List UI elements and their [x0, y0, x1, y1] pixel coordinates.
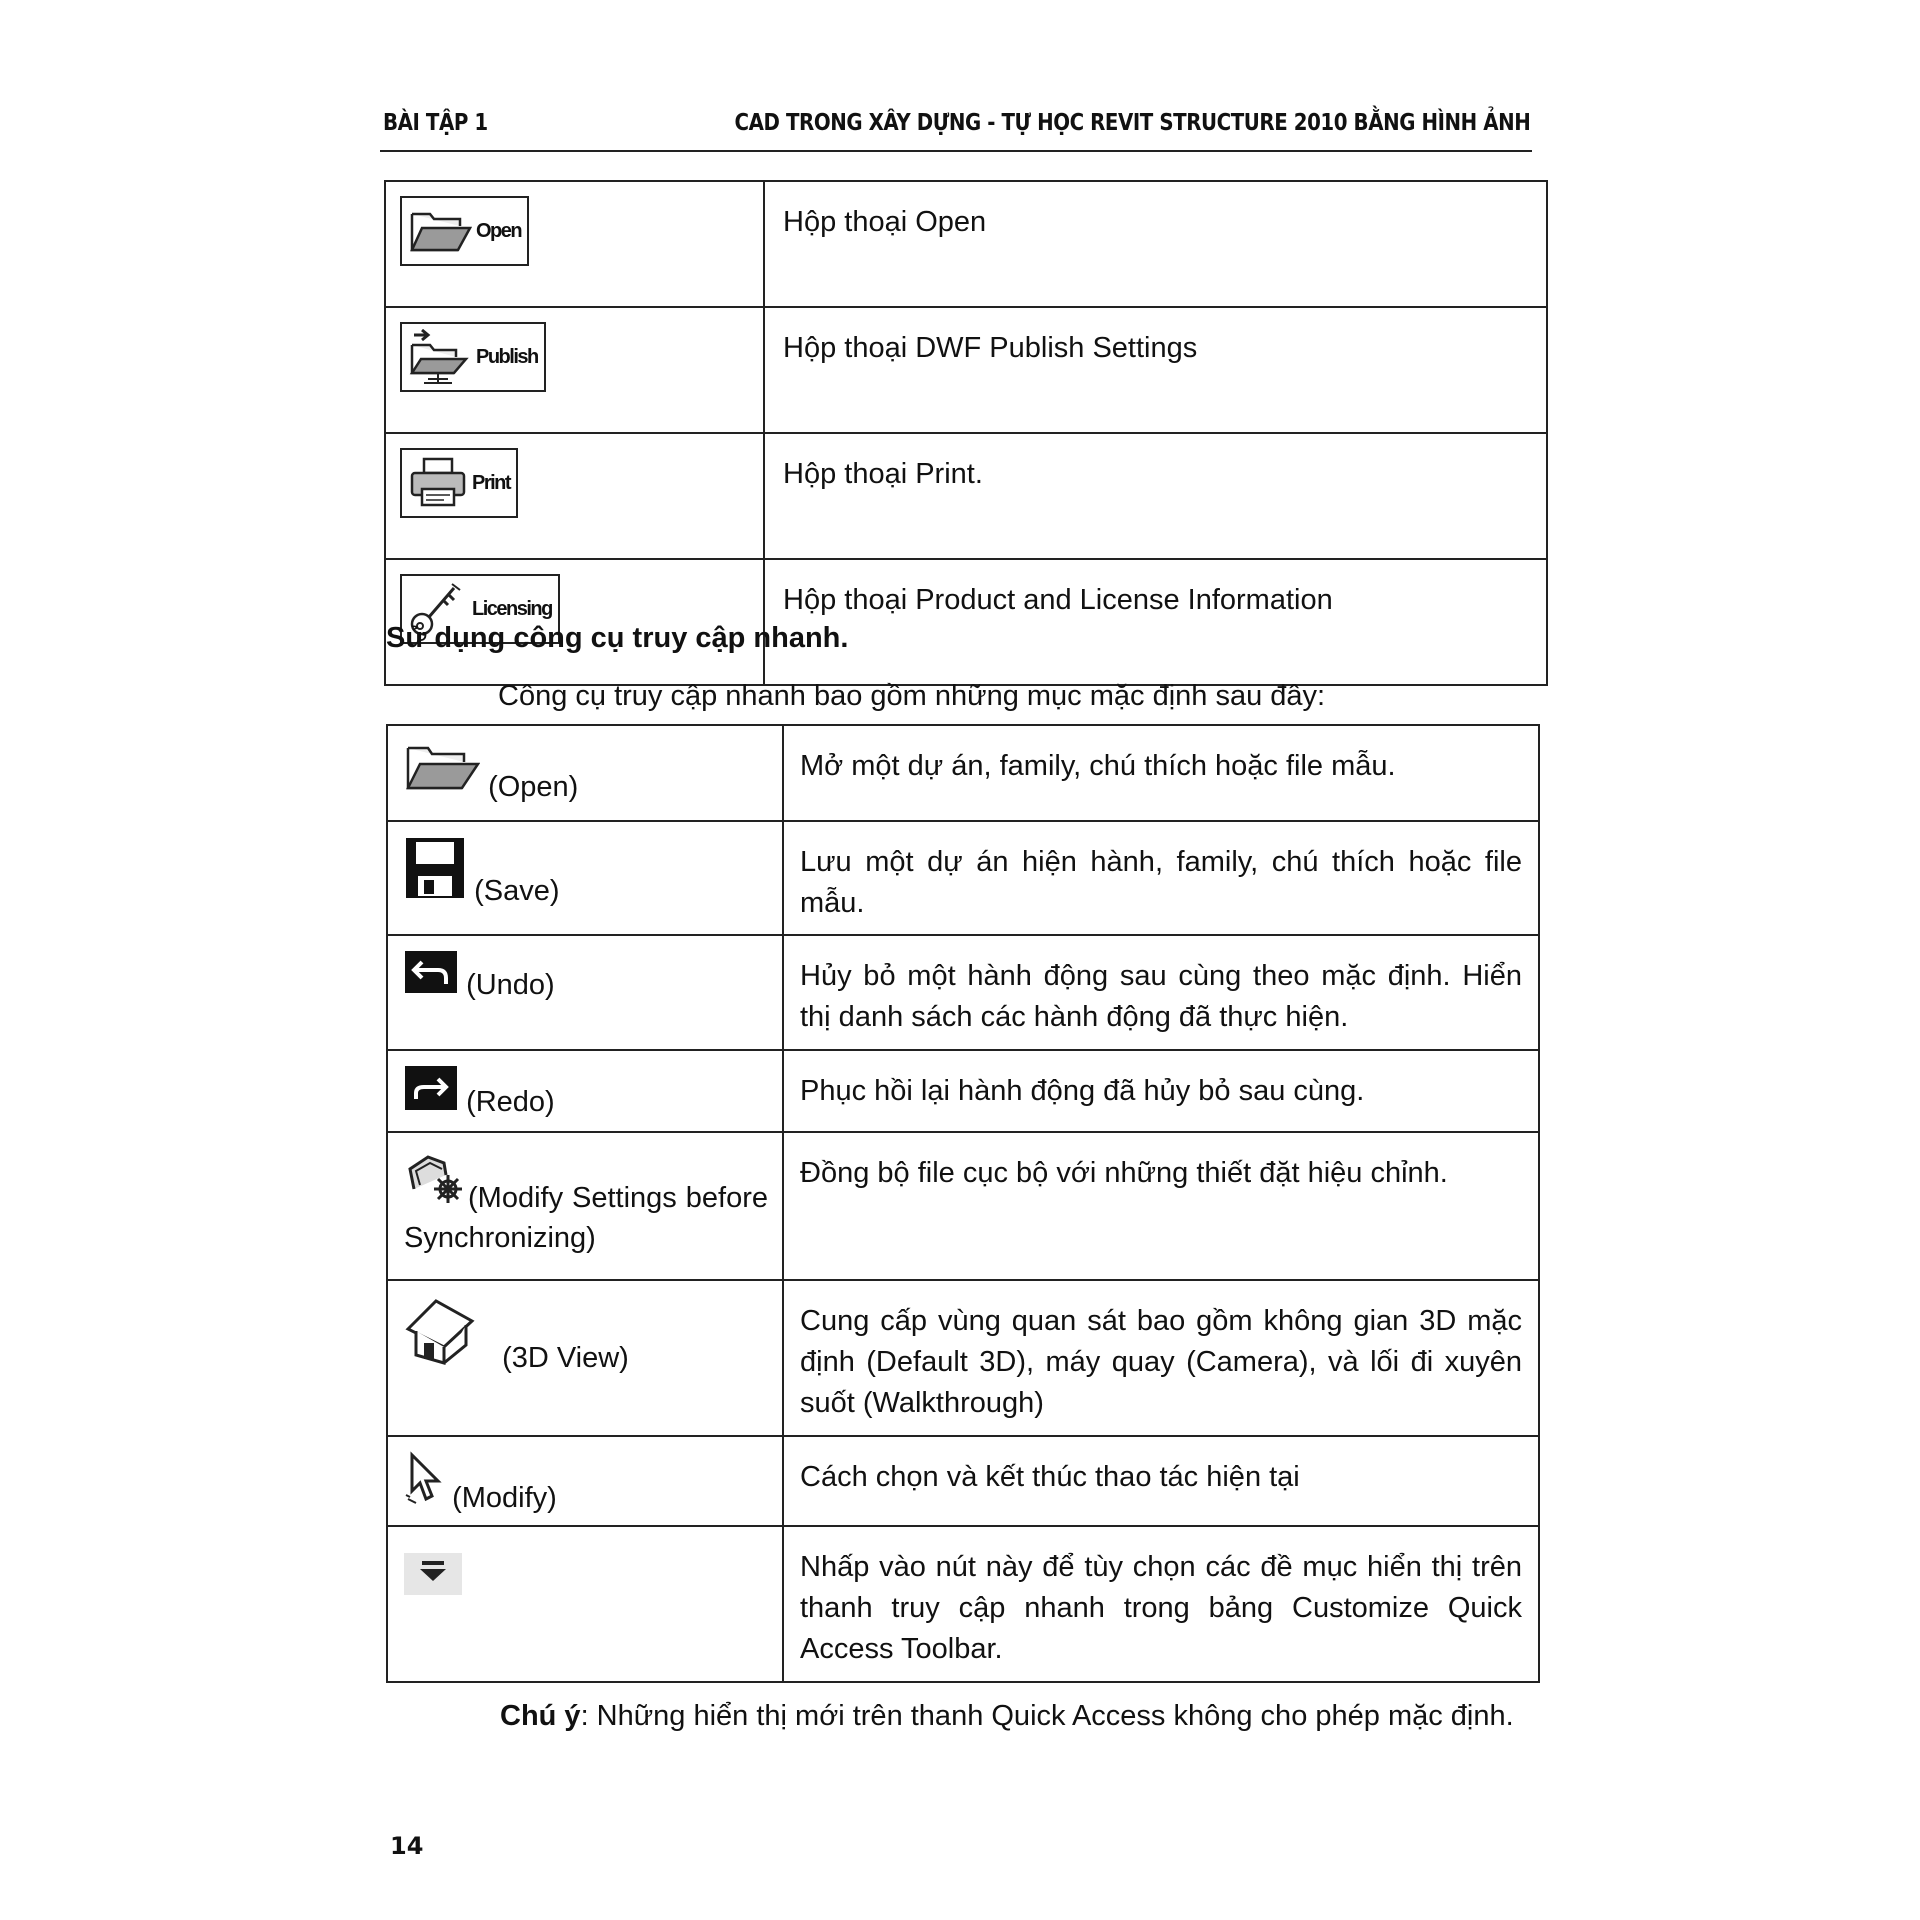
redo-icon [404, 1065, 458, 1119]
table-row [385, 433, 1547, 559]
table-row [385, 307, 1547, 433]
section-title: Sử dụng công cụ truy cập nhanh. [386, 622, 849, 654]
table-row [385, 181, 1547, 307]
licensing-label: Licensing [472, 597, 552, 620]
modify-item-label: (Modify) [452, 1482, 557, 1514]
undo-item-label: (Undo) [466, 969, 555, 1001]
table-row [387, 725, 1539, 821]
synchronize-settings-icon [404, 1147, 468, 1218]
customize-item-description: Nhấp vào nút này để tùy chọn các đề mục hiển thị trên thanh truy cập nhanh trong bảng Customize Quick Access Toolbar. [783, 1526, 1539, 1682]
header-book-title: CAD TRONG XÂY DỰNG - TỰ HỌC REVIT STRUCTURE 2010 BẰNG HÌNH ẢNH [734, 110, 1530, 136]
3d-view-item-description: Cung cấp vùng quan sát bao gồm không gian 3D mặc định (Default 3D), máy quay (Camera), và lối đi xuyên suốt (Walkthrough) [783, 1280, 1539, 1436]
intro-text: Công cụ truy cập nhanh bao gồm những mục mặc định sau đây: [498, 680, 1326, 712]
house-3d-icon [404, 1295, 476, 1375]
table-row [387, 1050, 1539, 1132]
print-label: Print [472, 471, 511, 494]
dialog-buttons-table [384, 180, 1548, 686]
dropdown-arrow-icon [404, 1549, 464, 1605]
save-icon [404, 836, 466, 908]
page-number: 14 [390, 1832, 424, 1860]
table-row [387, 1132, 1539, 1280]
undo-icon [404, 950, 458, 1002]
modify-settings-item-label: (Modify Settings before Synchronizing) [404, 1182, 768, 1254]
save-item-label: (Save) [474, 875, 560, 907]
modify-settings-item-description: Đồng bộ file cục bộ với những thiết đặt hiệu chỉnh. [783, 1132, 1539, 1280]
print-description: Hộp thoại Print. [764, 433, 1547, 559]
open-label: Open [476, 219, 522, 242]
publish-icon [408, 329, 472, 385]
quick-access-table [386, 724, 1540, 1683]
print-button [400, 448, 518, 518]
publish-label: Publish [476, 345, 538, 368]
publish-button [400, 322, 546, 392]
save-item-description: Lưu một dự án hiện hành, family, chú thích hoặc file mẫu. [783, 821, 1539, 935]
note-paragraph [500, 1696, 1530, 1737]
table-row [387, 1526, 1539, 1682]
redo-item-description: Phục hồi lại hành động đã hủy bỏ sau cùng. [783, 1050, 1539, 1132]
header-chapter: BÀI TẬP 1 [383, 110, 488, 136]
folder-icon [404, 740, 480, 804]
publish-description: Hộp thoại DWF Publish Settings [764, 307, 1547, 433]
open-item-description: Mở một dự án, family, chú thích hoặc file mẫu. [783, 725, 1539, 821]
open-item-label: (Open) [488, 771, 579, 803]
table-row [387, 935, 1539, 1050]
note-text: : Những hiển thị mới trên thanh Quick Access không cho phép mặc định. [580, 1700, 1514, 1732]
table-row [387, 1436, 1539, 1526]
page-header [380, 110, 1532, 152]
undo-item-description: Hủy bỏ một hành động sau cùng theo mặc định. Hiển thị danh sách các hành động đã thực hiện. [783, 935, 1539, 1050]
printer-icon [408, 455, 468, 511]
licensing-description: Hộp thoại Product and License Information [764, 559, 1547, 685]
note-label: Chú ý [500, 1700, 581, 1732]
cursor-icon [404, 1451, 444, 1515]
3d-view-item-label: (3D View) [502, 1342, 629, 1374]
folder-icon [408, 206, 472, 256]
redo-item-label: (Redo) [466, 1086, 555, 1118]
table-row [387, 821, 1539, 935]
open-description: Hộp thoại Open [764, 181, 1547, 307]
open-button [400, 196, 529, 266]
modify-item-description: Cách chọn và kết thúc thao tác hiện tại [783, 1436, 1539, 1526]
table-row [387, 1280, 1539, 1436]
